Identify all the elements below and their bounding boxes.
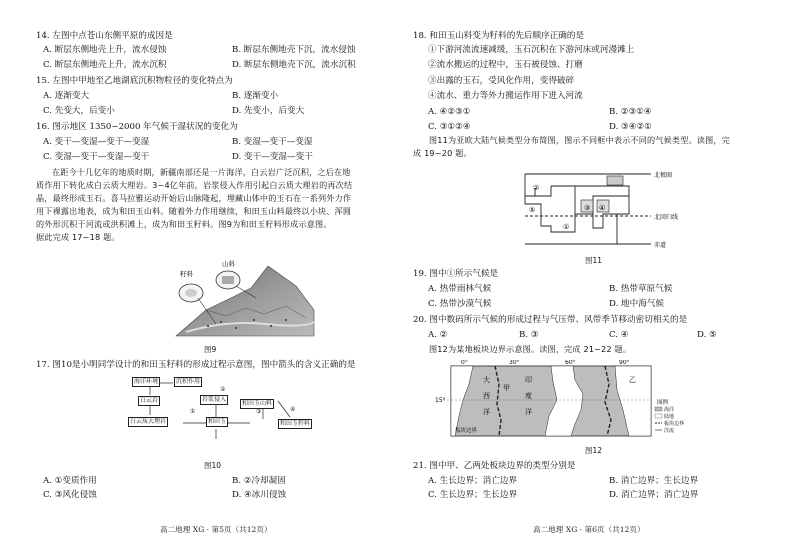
q18-item-1: ①下游河流流速减缓，玉石沉积在下游河床或河漫滩上 [428,45,635,55]
q18-option-c[interactable]: C. ③①②④ [428,122,471,132]
lat-15: 15° [435,397,446,404]
climate-num-1: ① [563,223,570,231]
passage-line: 质作用下转化成白云质大理岩。3~4亿年前，岩浆侵入作用引起白云质大理岩的再次结 [36,180,353,190]
figure-10-flowchart [128,373,318,453]
q16-option-d[interactable]: D. 变干—变湿—变干 [232,152,313,162]
q18-stem: 18. 和田玉山料变为籽料的先后顺序正确的是 [413,31,585,41]
passage-hetian-jade [36,166,388,244]
q18-option-a[interactable]: A. ④②③① [428,107,471,117]
box-dolomitic-marble: 白云质大理岩 [130,418,167,425]
q20-option-c[interactable]: C. ④ [609,330,629,340]
climate-num-4: ④ [599,204,606,212]
box-ocean-env: 海洋环境 [134,378,159,385]
shanliao-label: 山料 [222,260,235,268]
q18-item-3: ③出露的玉石，受风化作用，变得破碎 [428,76,575,86]
arrow-num-4: ④ [290,406,296,413]
figure-9-jade-mountain [146,258,316,340]
box-pebble-jade: 和田玉籽料 [280,420,311,427]
q17-option-b[interactable]: B. ②冷却凝固 [232,476,286,486]
box-hetian-jade: 和田玉 [208,418,227,425]
q18-item-2: ②流水搬运的过程中，玉石被侵蚀、打磨 [428,60,583,70]
q16-stem: 16. 图示地区 1350~2000 年气候干湿状况的变化为 [36,122,238,132]
figure-11-climate-map [511,166,681,250]
region-xi: 西 [483,392,490,400]
q16-option-c[interactable]: C. 变湿—变干—变湿—变干 [43,152,150,162]
q14-stem: 14. 左图中点苍山东侧平原的成因是 [36,31,173,41]
figure-10-caption: 图10 [204,461,222,470]
q19-option-a[interactable]: A. 热带雨林气候 [428,284,492,294]
q19-stem: 19. 图中①所示气候是 [413,269,499,279]
legend-land: 陆地 [664,414,675,420]
box-magma-intrusion: 岩浆侵入 [202,396,227,403]
q14-option-a[interactable]: A. 断层东侧地壳上升，流水侵蚀 [43,45,167,55]
region-da: 大 [483,376,490,384]
q14-option-d[interactable]: D. 断层东侧地壳下沉，流水沉积 [232,60,356,70]
q18-item-4: ④流水、重力等外力搬运作用下进入河流 [428,91,583,101]
label-jia: 甲 [503,384,510,392]
label-yi: 乙 [629,376,636,384]
lon-90: 90° [619,360,630,366]
label-equator: 赤道 [654,242,667,249]
q20-option-a[interactable]: A. ② [428,330,448,340]
intro-fig12: 图12为某地板块边界示意图。读图，完成 21~22 题。 [429,344,632,354]
lon-30: 30° [509,360,520,366]
arrow-num-3: ③ [256,408,262,415]
arrow-num-1: ① [190,408,196,415]
q14-option-c[interactable]: C. 断层东侧地壳上升，流水沉积 [43,60,167,70]
q21-stem: 21. 图中甲、乙两处板块边界的类型分别是 [413,461,576,471]
region-yang2: 洋 [525,408,532,416]
passage-line: 晶，最终形成玉石。喜马拉雅运动开始后山脉隆起，埋藏山体中的玉石在一系列外力作 [36,193,352,203]
region-yin: 印 [525,376,532,384]
q19-option-b[interactable]: B. 热带草原气候 [609,284,673,294]
q15-option-c[interactable]: C. 先变大，后变小 [43,106,115,116]
lon-0: 0° [461,360,468,366]
lon-60: 60° [565,360,576,366]
passage-line: 的外形沉积于河流或洪积滩上，成为和田玉籽料。图9为和田玉籽料形成示意图。 [36,219,332,229]
q21-option-a[interactable]: A. 生长边界；消亡边界 [428,476,518,486]
q15-option-d[interactable]: D. 先变小，后变大 [232,106,305,116]
q21-option-c[interactable]: C. 生长边界；生长边界 [428,490,518,500]
page-footer-left: 高二地理 XG · 第5页（共12页） [160,525,272,534]
q15-stem: 15. 左图中甲地至乙地湖底沉积物粒径的变化特点为 [36,76,233,86]
box-mountain-jade: 和田玉山料 [242,400,273,407]
region-du: 度 [525,392,532,400]
climate-num-2: ② [533,184,540,192]
legend-current: 洋流 [664,428,675,434]
climate-num-5: ⑤ [529,206,536,214]
legend-boundary: 板块边界 [664,421,685,427]
box-dolomite: 白云岩 [140,397,159,404]
q17-option-d[interactable]: D. ④冰川侵蚀 [232,490,287,500]
legend-ocean: 海洋 [664,407,675,413]
climate-num-3: ③ [584,204,591,212]
q17-option-c[interactable]: C. ③风化侵蚀 [43,490,97,500]
plate-boundary-label: 板块边界 [455,428,478,434]
q18-option-b[interactable]: B. ②③①④ [609,107,652,117]
page-footer-right: 高二地理 XG · 第6页（共12页） [533,525,645,534]
q16-option-b[interactable]: B. 变湿—变干—变湿 [232,137,313,147]
figure-9-caption: 图9 [204,345,217,354]
box-sedimentation: 沉积作用 [176,378,201,385]
q19-option-c[interactable]: C. 热带沙漠气候 [428,299,492,309]
region-yang: 洋 [483,408,490,416]
q15-option-a[interactable]: A. 逐渐变大 [43,91,90,101]
q15-option-b[interactable]: B. 逐渐变小 [232,91,279,101]
passage-line: 用下裸露出地表，成为和田玉山料。随着外力作用继续，和田玉山料最终以小块、浑圆 [36,206,352,216]
label-tropic: 北回归线 [654,214,679,221]
map-legend [655,398,684,434]
figure-12-caption: 图12 [585,446,603,455]
legend-title: 图例 [657,400,669,406]
q18-option-d[interactable]: D. ③④②① [609,122,652,132]
q20-stem: 20. 图中数码所示气候的形成过程与气压带、风带季节移动密切相关的是 [413,315,688,325]
figure-11-caption: 图11 [585,256,603,265]
q20-option-d[interactable]: D. ⑤ [697,330,717,340]
q14-option-b[interactable]: B. 断层东侧地壳下沉，流水侵蚀 [232,45,356,55]
intro-fig11-line: 图11为亚欧大陆气候类型分布简图，图示不同框中表示不同的气候类型。读图，完 [429,135,730,145]
label-arctic-circle: 北极圈 [654,172,673,179]
zilia-label: 籽料 [180,270,193,278]
intro-fig11-line: 成 19~20 题。 [413,148,472,158]
arrow-num-2: ② [220,386,226,393]
passage-line: 据此完成 17~18 题。 [36,232,120,242]
q21-option-b[interactable]: B. 消亡边界；生长边界 [609,476,699,486]
q17-option-a[interactable]: A. ①变质作用 [43,476,97,486]
q16-option-a[interactable]: A. 变干—变湿—变干—变湿 [43,137,150,147]
q17-stem: 17. 图10是小明同学设计的和田玉籽料的形成过程示意图，图中箭头的含义正确的是 [36,360,356,370]
intro-fig11 [413,134,763,160]
q19-option-d[interactable]: D. 地中海气候 [609,299,665,309]
figure-12-plate-map [433,360,685,440]
q20-option-b[interactable]: B. ③ [519,330,539,340]
passage-line: 在距今十几亿年的地质时期，新疆南部还是一片海洋，白云岩广泛沉积，之后在地 [52,167,351,177]
q21-option-d[interactable]: D. 消亡边界；消亡边界 [609,490,699,500]
